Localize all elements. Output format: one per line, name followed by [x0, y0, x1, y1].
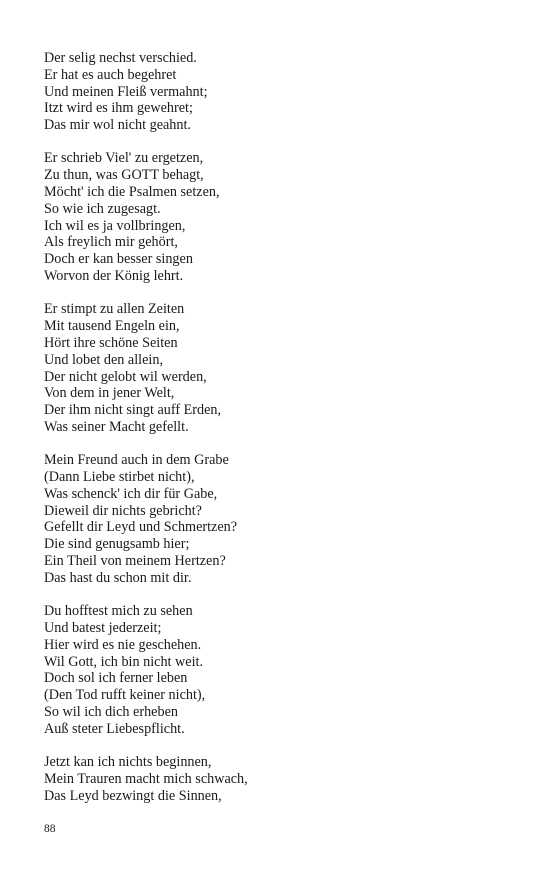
verse-line: Mein Freund auch in dem Grabe — [44, 452, 229, 469]
page-number: 88 — [44, 823, 56, 835]
verse-line: Hier wird es nie geschehen. — [44, 636, 202, 653]
verse-line: Und batest jederzeit; — [44, 619, 162, 636]
stanza-6 — [44, 754, 524, 804]
verse-line: Möcht' ich die Psalmen setzen, — [44, 184, 220, 201]
verse-line: Auß steter Liebespflicht. — [44, 720, 185, 737]
verse-line: Itzt wird es ihm gewehret; — [44, 100, 193, 117]
stanza-3 — [44, 301, 524, 435]
stanza-2 — [44, 150, 524, 284]
stanza-5 — [44, 603, 524, 737]
verse-line: Was schenck' ich dir für Gabe, — [44, 485, 218, 502]
stanza-4 — [44, 452, 524, 586]
verse-line: Wil Gott, ich bin nicht weit. — [44, 653, 204, 670]
verse-line: Doch sol ich ferner leben — [44, 670, 188, 687]
verse-line: Ich wil es ja vollbringen, — [44, 217, 186, 234]
verse-line: Er hat es auch begehret — [44, 66, 177, 83]
verse-line: Und meinen Fleiß vermahnt; — [44, 83, 208, 100]
verse-line: So wie ich zugesagt. — [44, 200, 161, 217]
verse-line: Hört ihre schöne Seiten — [44, 334, 178, 351]
verse-line: Zu thun, was GOTT behagt, — [44, 167, 204, 184]
verse-line: Das mir wol nicht geahnt. — [44, 117, 191, 134]
stanza-1 — [44, 50, 524, 134]
verse-line: Dieweil dir nichts gebricht? — [44, 502, 202, 519]
verse-line: Ein Theil von meinem Hertzen? — [44, 553, 226, 570]
verse-line: Der nicht gelobt wil werden, — [44, 368, 207, 385]
verse-line: Er schrieb Viel' zu ergetzen, — [44, 150, 204, 167]
verse-line: Er stimpt zu allen Zeiten — [44, 301, 185, 318]
poem-text — [44, 50, 524, 821]
verse-line: Der ihm nicht singt auff Erden, — [44, 402, 222, 419]
verse-line: Von dem in jener Welt, — [44, 385, 175, 402]
verse-line: Das hast du schon mit dir. — [44, 569, 192, 586]
verse-line: Das Leyd bezwingt die Sinnen, — [44, 787, 222, 804]
verse-line: Jetzt kan ich nichts beginnen, — [44, 753, 212, 770]
verse-line: Doch er kan besser singen — [44, 251, 193, 268]
verse-line: Du hofftest mich zu sehen — [44, 603, 193, 620]
verse-line: So wil ich dich erheben — [44, 703, 178, 720]
verse-line: Mein Trauren macht mich schwach, — [44, 770, 248, 787]
verse-line: (Dann Liebe stirbet nicht), — [44, 469, 195, 486]
verse-line: Worvon der König lehrt. — [44, 268, 184, 285]
verse-line: Als freylich mir gehört, — [44, 234, 178, 251]
verse-line: Was seiner Macht gefellt. — [44, 418, 189, 435]
verse-line: Die sind genugsamb hier; — [44, 536, 190, 553]
verse-line: Der selig nechst verschied. — [44, 50, 197, 66]
verse-line: Gefellt dir Leyd und Schmertzen? — [44, 519, 238, 536]
verse-line: Mit tausend Engeln ein, — [44, 318, 180, 335]
verse-line: Und lobet den allein, — [44, 351, 163, 368]
verse-line: (Den Tod rufft keiner nicht), — [44, 687, 206, 704]
